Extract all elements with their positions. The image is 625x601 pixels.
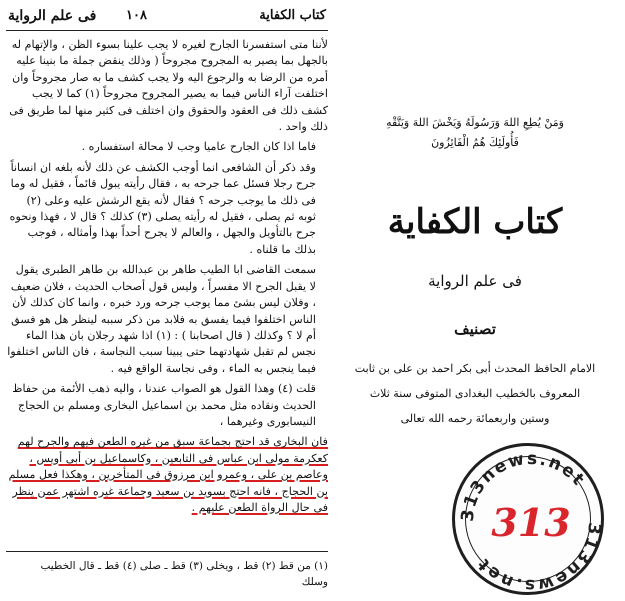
author-line: الامام الحافظ المحدث أبى بكر احمد بن على بن ثابت bbox=[354, 362, 596, 375]
watermark-stamp bbox=[452, 443, 604, 595]
book-subtitle: فى علم الرواية bbox=[428, 272, 522, 290]
author-heading: تصنيف bbox=[454, 320, 496, 338]
footnote-line: وسلك bbox=[301, 576, 328, 588]
running-head-book-title: كتاب الكفاية bbox=[259, 8, 326, 23]
paragraph: لأننا متى استفسرنا الجارح لغيره لا يجب علينا بسوء الظن ، والإتهام له بالجهل بما يصير به المجروح مجروحاً ( وذلك ينقض جملة ما بنينا عليه أمره من الرضا به والرجوع اليه ولا يجب كشف ما به صار مجروحاً وان اختلفت آراء الناس فيما به يصير المجروح مجروحاً (١) كما لا يجب كشف ذلك فى العقود والحقوق وان اختلف فى كثير منها لما طريق فى ذلك واحد . bbox=[9, 38, 328, 134]
svg-text:313news.net: 313news.net bbox=[457, 448, 590, 523]
author-line: وستين واربعمائة رحمه الله تعالى bbox=[400, 412, 550, 425]
book-title: كتاب الكفاية bbox=[387, 202, 563, 242]
author-line: المعروف بالخطيب البغدادى المتوفى سنة ثلاث bbox=[369, 387, 581, 400]
verse-line: فَأُولَئِكَ هُمُ الْفَائِزُونَ bbox=[431, 136, 519, 149]
svg-text:313: 313 bbox=[491, 500, 571, 545]
paragraph: سمعت القاضى ابا الطيب طاهر بن عبدالله بن طاهر الطبرى يقول لا يقبل الجرح الا مفسراً ، وليس قول أصحاب الحديث ، فلان ضعيف ، وفلان ليس بشئ مما يوجب جرحه ورد خبره ، وانما كان كذلك لأن الناس اختلفوا فيما يفسق به فلابد من ذكر سببه لينظر هل هو فسق أم لا ؟ وكذلك ( قال اصحابنا ) : (١) اذا شهد رجلان بان هذا الماء نجس لم تقبل شهادتهما حتى يبينا سبب النجاسة ، فان الناس اختلفوا فيما ينجس به الماء ، وفى نجاسة الواقع فيه . bbox=[7, 263, 316, 375]
paragraph: وقد ذكر أن الشافعى انما أوجب الكشف عن ذلك لأنه بلغه ان انساناً جرح رجلا فسئل عما جرحه به ، فقال رأيته يبول قائماً ، فقيل له وما فى ذلك ما يوجب جرحه ؟ فقال لأنه يقع الرشش عليه وعلى (٢) ثوبه ثم يصلى ، فقيل له رأيته يصلى (٣) كذلك ؟ قال لا ، فهذا ونحوه جرح بالتأويل والجهل ، والعالم لا يجرح أحداً بهذا وأمثاله ، فوجب بذلك ما قلناه . bbox=[9, 160, 316, 256]
quran-verse bbox=[330, 113, 620, 153]
footnote-line: (١) من قط (٢) قط ، ويخلى (٣) قط ـ صلى (٤) قط ـ قال الخطيب bbox=[40, 560, 328, 572]
text-page bbox=[6, 6, 328, 595]
verse-line: وَمَنْ يُطِعِ اللهَ وَرَسُولَهُ وَيَخْشَ اللهَ وَيَتَّقْهِ bbox=[386, 116, 564, 129]
watermark-logo-icon bbox=[455, 446, 607, 598]
highlighted-paragraph: فان البخارى قد احتج بجماعة سبق من غيره الطعن فيهم والجرح لهم كعكرمة مولى ابن عباس فى التابعين ، وكاسماعيل بن أبى أويس ، وعاصم بن على ، وعمرو ابن مرزوق فى المتأخرين ، وهكذا فعل مسلم بن الحجاج ، فانه احتج بسويد بن سعيد وجماعة غيره اشتهر عمن ينظر فى حال الرواة الطعن عليهم . bbox=[8, 435, 328, 514]
running-head bbox=[6, 6, 328, 31]
page-number: ١٠٨ bbox=[126, 8, 147, 23]
footnotes bbox=[6, 558, 328, 590]
paragraph: فاما اذا كان الجارح عاميا وجب لا محالة استفساره . bbox=[81, 140, 316, 154]
svg-text:313news.net: 313news.net bbox=[472, 521, 605, 596]
paragraph: قلت (٤) وهذا القول هو الصواب عندنا ، واليه ذهب الأئمة من حفاظ الحديث ونقاده مثل محمد بن اسماعيل البخارى ومسلم بن الحجاج النيسابورى وغيرهما ، bbox=[12, 382, 316, 428]
author-description bbox=[345, 356, 605, 431]
running-head-chapter: فى علم الرواية bbox=[8, 8, 97, 24]
footnote-divider bbox=[6, 551, 328, 552]
body-text bbox=[6, 37, 328, 516]
